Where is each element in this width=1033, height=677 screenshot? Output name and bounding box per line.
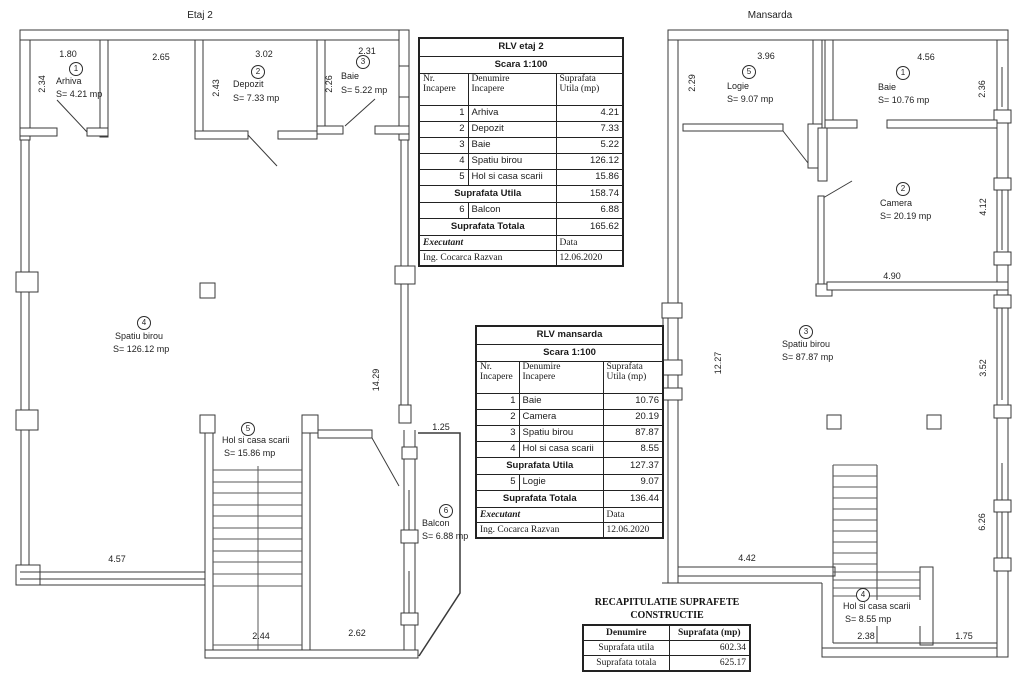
dim-mansarda-baie-height: 2.36 [977, 80, 987, 98]
recap-col-suprafata: Suprafata (mp) [669, 625, 750, 641]
mansarda-room3-number-badge: 3 [799, 325, 813, 339]
dim-mansarda-bottom-width: 4.42 [738, 553, 756, 563]
dim-etaj2-depozit-height: 2.43 [211, 79, 221, 97]
rlv-mansarda-utila-value: 127.37 [603, 458, 663, 475]
dim-mansarda-camera-height: 4.12 [978, 198, 988, 216]
dim-etaj2-hall-width: 2.62 [348, 628, 366, 638]
etaj2-room4-name: Spatiu birou [115, 331, 164, 341]
dim-etaj2-right-height: 14.29 [371, 368, 381, 392]
mansarda-plan-title: Mansarda [747, 10, 793, 21]
mansarda-room2-area: S= 20.19 mp [880, 211, 932, 221]
etaj2-room5-area: S= 15.86 mp [224, 448, 276, 458]
mansarda-room3-area: S= 87.87 mp [782, 352, 834, 362]
etaj2-room1-name: Arhiva [56, 76, 82, 86]
mansarda-room4-number-badge: 4 [856, 588, 870, 602]
etaj2-floorplan-linework [16, 30, 460, 658]
etaj2-room6-area: S= 6.88 mp [422, 531, 469, 541]
rlv-mansarda-totala-value: 136.44 [603, 491, 663, 508]
table-row: 4 Spatiu birou 126.12 [419, 154, 623, 170]
dim-mansarda-logie-height: 2.29 [687, 74, 697, 92]
rlv-etaj2-col-denumire: Denumire Incapere [468, 74, 556, 106]
rlv-mansarda-scale: Scara 1:100 [476, 345, 663, 362]
table-row: 6 Balcon 6.88 [419, 203, 623, 219]
dim-etaj2-baie-height: 2.26 [324, 75, 334, 93]
table-row: Suprafata totala 625.17 [583, 656, 750, 672]
dim-etaj2-stairs-width: 2.44 [252, 631, 270, 641]
etaj2-room4-area: S= 126.12 mp [113, 344, 170, 354]
rlv-etaj2-totala-label: Suprafata Totala [419, 219, 556, 236]
dim-mansarda-stairs-width: 2.38 [857, 631, 875, 641]
recap-table [582, 624, 751, 672]
executant-label: Executant [419, 236, 556, 251]
etaj2-room3-area: S= 5.22 mp [341, 85, 388, 95]
rlv-mansarda-title: RLV mansarda [476, 326, 663, 345]
rlv-mansarda-table [475, 325, 664, 539]
rlv-etaj2-table [418, 37, 624, 267]
etaj2-room5-number-badge: 5 [241, 422, 255, 436]
table-row: 4 Hol si casa scarii 8.55 [476, 442, 663, 458]
rlv-mansarda-totala-label: Suprafata Totala [476, 491, 603, 508]
dim-etaj2-gap-width: 2.65 [152, 52, 170, 62]
etaj2-room1-area: S= 4.21 mp [56, 89, 103, 99]
mansarda-room1-area: S= 10.76 mp [878, 95, 930, 105]
rlv-etaj2-totala-value: 165.62 [556, 219, 623, 236]
executant-date: 12.06.2020 [556, 251, 623, 267]
mansarda-room5-name: Logie [727, 81, 750, 91]
dim-etaj2-depozit-width: 3.02 [255, 49, 273, 59]
etaj2-room3-name: Baie [341, 71, 360, 81]
etaj2-room1-number-badge: 1 [69, 62, 83, 76]
mansarda-room1-name: Baie [878, 82, 897, 92]
rlv-mansarda-col-nr: Nr. Incapere [476, 362, 519, 394]
recap-title-line2: CONSTRUCTIE [630, 610, 704, 621]
recap-title [572, 596, 762, 622]
etaj2-room5-name: Hol si casa scarii [222, 435, 290, 445]
dim-mansarda-bottom-right-width: 1.75 [955, 631, 973, 641]
executant-name: Ing. Cocarca Razvan [419, 251, 556, 267]
mansarda-room2-number-badge: 2 [896, 182, 910, 196]
rlv-mansarda-col-suprafata: Suprafata Utila (mp) [603, 362, 663, 394]
table-row: 2 Camera 20.19 [476, 410, 663, 426]
etaj2-room2-area: S= 7.33 mp [233, 93, 280, 103]
dim-etaj2-baie-width: 2.31 [358, 46, 376, 56]
rlv-etaj2-utila-value: 158.74 [556, 186, 623, 203]
rlv-mansarda-col-denumire: Denumire Incapere [519, 362, 603, 394]
recap-title-line1: RECAPITULATIE SUPRAFETE [594, 597, 740, 608]
mansarda-room5-area: S= 9.07 mp [727, 94, 774, 104]
table-row: Suprafata utila 602.34 [583, 641, 750, 656]
dim-mansarda-right-low-height: 6.26 [977, 513, 987, 531]
mansarda-room5-number-badge: 5 [742, 65, 756, 79]
etaj2-room4-number-badge: 4 [137, 316, 151, 330]
dim-etaj2-arhiva-height: 2.34 [37, 75, 47, 93]
rlv-etaj2-utila-label: Suprafata Utila [419, 186, 556, 203]
table-row: 2 Depozit 7.33 [419, 122, 623, 138]
executant-name: Ing. Cocarca Razvan [476, 523, 603, 539]
executant-date: 12.06.2020 [603, 523, 663, 539]
dim-mansarda-logie-width: 3.96 [757, 51, 775, 61]
dim-mansarda-right-mid-height: 3.52 [978, 359, 988, 377]
table-row: 1 Baie 10.76 [476, 394, 663, 410]
dim-etaj2-balcon-gap: 1.25 [432, 422, 450, 432]
dim-mansarda-baie-width: 4.56 [917, 52, 935, 62]
table-row: 3 Spatiu birou 87.87 [476, 426, 663, 442]
rlv-etaj2-scale: Scara 1:100 [419, 57, 623, 74]
etaj2-stairs-steps [213, 466, 302, 650]
table-row: 5 Hol si casa scarii 15.86 [419, 170, 623, 186]
mansarda-room2-name: Camera [880, 198, 913, 208]
etaj2-room6-name: Balcon [422, 518, 450, 528]
mansarda-floorplan-linework [662, 30, 1011, 657]
etaj2-room3-number-badge: 3 [356, 55, 370, 69]
rlv-mansarda-utila-label: Suprafata Utila [476, 458, 603, 475]
table-row: 1 Arhiva 4.21 [419, 106, 623, 122]
etaj2-room2-number-badge: 2 [251, 65, 265, 79]
dim-etaj2-bottom-width: 4.57 [108, 554, 126, 564]
recap-col-denumire: Denumire [583, 625, 669, 641]
executant-label: Executant [476, 508, 603, 523]
mansarda-room4-area: S= 8.55 mp [845, 614, 892, 624]
data-label: Data [556, 236, 623, 251]
dim-mansarda-camera-width: 4.90 [883, 271, 901, 281]
etaj2-plan-title: Etaj 2 [187, 10, 213, 21]
rlv-etaj2-col-suprafata: Suprafata Utila (mp) [556, 74, 623, 106]
rlv-etaj2-col-nr: Nr. Incapere [419, 74, 468, 106]
etaj2-room2-name: Depozit [233, 79, 264, 89]
mansarda-room1-number-badge: 1 [896, 66, 910, 80]
mansarda-room4-name: Hol si casa scarii [843, 601, 911, 611]
table-row: 5 Logie 9.07 [476, 475, 663, 491]
dim-etaj2-arhiva-width: 1.80 [59, 49, 77, 59]
mansarda-room3-name: Spatiu birou [782, 339, 831, 349]
table-row: 3 Baie 5.22 [419, 138, 623, 154]
rlv-etaj2-title: RLV etaj 2 [419, 38, 623, 57]
etaj2-room6-number-badge: 6 [439, 504, 453, 518]
dim-mansarda-left-height: 12.27 [713, 351, 723, 375]
data-label: Data [603, 508, 663, 523]
